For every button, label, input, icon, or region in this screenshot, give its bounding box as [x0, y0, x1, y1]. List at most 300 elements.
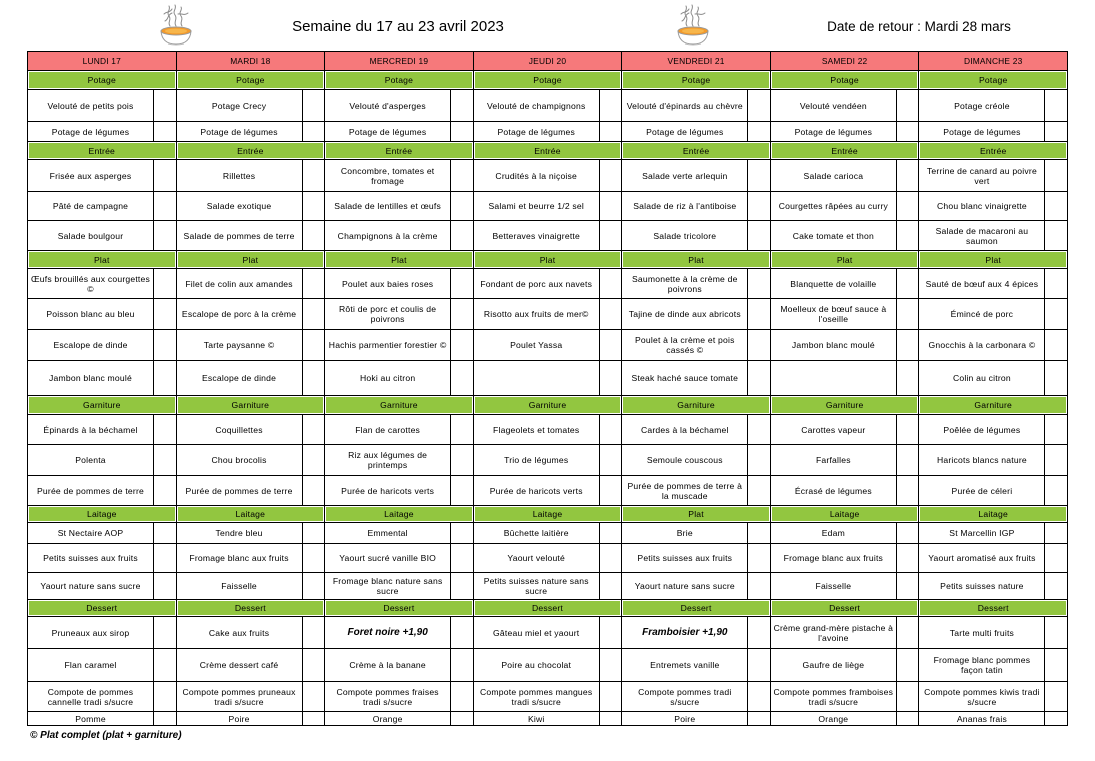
menu-item: Poulet à la crème et pois cassés © [622, 330, 748, 361]
menu-item: Tendre bleu [176, 523, 302, 544]
mark-box [154, 269, 177, 299]
menu-item: Framboisier +1,90 [622, 617, 748, 649]
mark-box [1045, 682, 1068, 712]
section-header: Potage [28, 71, 177, 90]
mark-box [896, 544, 919, 573]
mark-box [451, 649, 474, 682]
mark-box [896, 649, 919, 682]
mark-box [154, 361, 177, 396]
section-header: Garniture [770, 396, 919, 415]
menu-item: Potage de légumes [473, 122, 599, 142]
mark-box [599, 445, 622, 476]
menu-row [28, 476, 1068, 506]
section-header: Entrée [473, 142, 622, 160]
section-header: Laitage [919, 506, 1068, 523]
menu-row [28, 160, 1068, 192]
menu-row [28, 682, 1068, 712]
mark-box [599, 476, 622, 506]
menu-item: Salade de pommes de terre [176, 221, 302, 251]
menu-item: Crudités à la niçoise [473, 160, 599, 192]
menu-item: Potage de légumes [919, 122, 1045, 142]
menu-item: Poulet Yassa [473, 330, 599, 361]
menu-item: Émincé de porc [919, 299, 1045, 330]
menu-item: Cake tomate et thon [770, 221, 896, 251]
menu-item: Gâteau miel et yaourt [473, 617, 599, 649]
mark-box [896, 330, 919, 361]
mark-box [154, 476, 177, 506]
day-header: SAMEDI 22 [770, 52, 919, 71]
mark-box [748, 445, 771, 476]
menu-item: Bûchette laitière [473, 523, 599, 544]
menu-item: Yaourt velouté [473, 544, 599, 573]
section-header: Garniture [176, 396, 325, 415]
mark-box [896, 160, 919, 192]
menu-item: Salade carioca [770, 160, 896, 192]
menu-item: Épinards à la béchamel [28, 415, 154, 445]
soup-bowl-icon [675, 4, 711, 46]
section-header: Entrée [325, 142, 474, 160]
mark-box [1045, 221, 1068, 251]
mark-box [154, 160, 177, 192]
menu-row [28, 330, 1068, 361]
menu-item: Entremets vanille [622, 649, 748, 682]
menu-item: Faisselle [176, 573, 302, 600]
menu-item: Escalope de dinde [176, 361, 302, 396]
menu-item: Salade de macaroni au saumon [919, 221, 1045, 251]
menu-item: Coquillettes [176, 415, 302, 445]
mark-box [896, 617, 919, 649]
menu-item: Velouté d'épinards au chèvre [622, 90, 748, 122]
mark-box [1045, 445, 1068, 476]
menu-item: Potage de légumes [622, 122, 748, 142]
mark-box [896, 445, 919, 476]
menu-item: Betteraves vinaigrette [473, 221, 599, 251]
mark-box [302, 122, 325, 142]
menu-row [28, 544, 1068, 573]
menu-row [28, 221, 1068, 251]
section-header: Dessert [325, 600, 474, 617]
mark-box [748, 330, 771, 361]
menu-item: Steak haché sauce tomate [622, 361, 748, 396]
mark-box [896, 122, 919, 142]
mark-box [154, 682, 177, 712]
mark-box [1045, 330, 1068, 361]
menu-item: Velouté vendéen [770, 90, 896, 122]
mark-box [451, 221, 474, 251]
section-header: Garniture [325, 396, 474, 415]
mark-box [1045, 573, 1068, 600]
mark-box [599, 361, 622, 396]
menu-item: Blanquette de volaille [770, 269, 896, 299]
mark-box [896, 361, 919, 396]
menu-item: Emmental [325, 523, 451, 544]
menu-item: Kiwi [473, 712, 599, 726]
menu-item: Trio de légumes [473, 445, 599, 476]
mark-box [748, 649, 771, 682]
mark-box [302, 269, 325, 299]
mark-box [1045, 476, 1068, 506]
menu-item: Yaourt nature sans sucre [28, 573, 154, 600]
menu-item: St Nectaire AOP [28, 523, 154, 544]
menu-item: Yaourt aromatisé aux fruits [919, 544, 1045, 573]
section-header-row [28, 71, 1068, 90]
mark-box [451, 445, 474, 476]
mark-box [302, 445, 325, 476]
mark-box [896, 523, 919, 544]
menu-item: Poire [622, 712, 748, 726]
mark-box [599, 544, 622, 573]
mark-box [599, 221, 622, 251]
menu-row [28, 90, 1068, 122]
section-header: Dessert [28, 600, 177, 617]
menu-item: Brie [622, 523, 748, 544]
mark-box [1045, 160, 1068, 192]
mark-box [451, 192, 474, 221]
day-header: MARDI 18 [176, 52, 325, 71]
menu-item: Salade de lentilles et œufs [325, 192, 451, 221]
mark-box [748, 90, 771, 122]
mark-box [302, 712, 325, 726]
menu-item: Fromage blanc aux fruits [176, 544, 302, 573]
mark-box [1045, 544, 1068, 573]
section-header-row [28, 142, 1068, 160]
mark-box [599, 523, 622, 544]
menu-item: Potage de légumes [770, 122, 896, 142]
section-header: Potage [919, 71, 1068, 90]
mark-box [748, 544, 771, 573]
mark-box [748, 221, 771, 251]
menu-item: Pomme [28, 712, 154, 726]
menu-item: Risotto aux fruits de mer© [473, 299, 599, 330]
mark-box [599, 90, 622, 122]
section-header-row [28, 506, 1068, 523]
mark-box [154, 445, 177, 476]
mark-box [154, 192, 177, 221]
mark-box [748, 573, 771, 600]
mark-box [302, 192, 325, 221]
menu-row [28, 269, 1068, 299]
menu-item: Salade de riz à l'antiboise [622, 192, 748, 221]
section-header: Plat [473, 251, 622, 269]
menu-item: Compote pommes kiwis tradi s/sucre [919, 682, 1045, 712]
mark-box [748, 476, 771, 506]
mark-box [896, 299, 919, 330]
mark-box [154, 221, 177, 251]
mark-box [451, 544, 474, 573]
menu-item: Petits suisses aux fruits [622, 544, 748, 573]
menu-item: Tajine de dinde aux abricots [622, 299, 748, 330]
mark-box [599, 712, 622, 726]
section-header: Plat [325, 251, 474, 269]
mark-box [1045, 361, 1068, 396]
page-title: Semaine du 17 au 23 avril 2023 [292, 18, 504, 35]
mark-box [599, 192, 622, 221]
mark-box [451, 476, 474, 506]
section-header: Entrée [770, 142, 919, 160]
menu-item: Polenta [28, 445, 154, 476]
section-header: Laitage [473, 506, 622, 523]
menu-row [28, 649, 1068, 682]
menu-item: Poisson blanc au bleu [28, 299, 154, 330]
menu-item: Gnocchis à la carbonara © [919, 330, 1045, 361]
mark-box [1045, 90, 1068, 122]
section-header-row [28, 396, 1068, 415]
section-header: Entrée [28, 142, 177, 160]
mark-box [451, 573, 474, 600]
mark-box [154, 649, 177, 682]
menu-item: St Marcellin IGP [919, 523, 1045, 544]
mark-box [896, 415, 919, 445]
menu-item: Potage de légumes [325, 122, 451, 142]
mark-box [302, 330, 325, 361]
menu-item: Tarte paysanne © [176, 330, 302, 361]
mark-box [154, 712, 177, 726]
menu-item: Champignons à la crème [325, 221, 451, 251]
menu-item: Salade boulgour [28, 221, 154, 251]
section-header: Garniture [622, 396, 771, 415]
mark-box [748, 192, 771, 221]
menu-item: Gaufre de liège [770, 649, 896, 682]
section-header: Entrée [919, 142, 1068, 160]
menu-item: Compote pommes framboises tradi s/sucre [770, 682, 896, 712]
menu-item: Cake aux fruits [176, 617, 302, 649]
menu-item: Cardes à la béchamel [622, 415, 748, 445]
menu-row [28, 573, 1068, 600]
mark-box [451, 361, 474, 396]
section-header: Plat [176, 251, 325, 269]
menu-item: Compote pommes pruneaux tradi s/sucre [176, 682, 302, 712]
menu-item: Terrine de canard au poivre vert [919, 160, 1045, 192]
section-header: Potage [473, 71, 622, 90]
menu-item: Purée de pommes de terre à la muscade [622, 476, 748, 506]
menu-item: Haricots blancs nature [919, 445, 1045, 476]
mark-box [302, 573, 325, 600]
menu-row [28, 712, 1068, 726]
menu-item: Riz aux légumes de printemps [325, 445, 451, 476]
menu-item: Frisée aux asperges [28, 160, 154, 192]
menu-item: Orange [770, 712, 896, 726]
section-header: Laitage [28, 506, 177, 523]
mark-box [302, 221, 325, 251]
menu-item: Farfalles [770, 445, 896, 476]
menu-item: Poulet aux baies roses [325, 269, 451, 299]
menu-item: Purée de haricots verts [473, 476, 599, 506]
mark-box [748, 269, 771, 299]
section-header: Dessert [919, 600, 1068, 617]
menu-item [770, 361, 896, 396]
section-header-row [28, 600, 1068, 617]
mark-box [1045, 617, 1068, 649]
mark-box [896, 90, 919, 122]
menu-item: Hoki au citron [325, 361, 451, 396]
mark-box [896, 476, 919, 506]
section-header: Dessert [622, 600, 771, 617]
menu-item: Compote pommes fraises tradi s/sucre [325, 682, 451, 712]
return-date: Date de retour : Mardi 28 mars [827, 19, 1011, 34]
mark-box [302, 617, 325, 649]
menu-item: Petits suisses nature [919, 573, 1045, 600]
mark-box [451, 122, 474, 142]
mark-box [599, 160, 622, 192]
section-header: Dessert [473, 600, 622, 617]
menu-item: Orange [325, 712, 451, 726]
menu-item: Flan de carottes [325, 415, 451, 445]
mark-box [1045, 649, 1068, 682]
menu-item: Compote de pommes cannelle tradi s/sucre [28, 682, 154, 712]
menu-item: Colin au citron [919, 361, 1045, 396]
menu-item: Poêlée de légumes [919, 415, 1045, 445]
menu-item: Poire au chocolat [473, 649, 599, 682]
day-header: LUNDI 17 [28, 52, 177, 71]
mark-box [154, 90, 177, 122]
mark-box [599, 299, 622, 330]
menu-row [28, 299, 1068, 330]
mark-box [154, 122, 177, 142]
menu-item: Purée de céleri [919, 476, 1045, 506]
menu-row [28, 445, 1068, 476]
mark-box [154, 415, 177, 445]
mark-box [154, 523, 177, 544]
mark-box [451, 415, 474, 445]
menu-row [28, 415, 1068, 445]
mark-box [154, 544, 177, 573]
menu-item: Œufs brouillés aux courgettes © [28, 269, 154, 299]
mark-box [896, 221, 919, 251]
mark-box [599, 122, 622, 142]
menu-item: Petits suisses aux fruits [28, 544, 154, 573]
menu-item: Jambon blanc moulé [770, 330, 896, 361]
mark-box [451, 523, 474, 544]
mark-box [302, 544, 325, 573]
mark-box [599, 415, 622, 445]
menu-item: Sauté de bœuf aux 4 épices [919, 269, 1045, 299]
menu-item: Yaourt sucré vanille BIO [325, 544, 451, 573]
menu-item: Salade exotique [176, 192, 302, 221]
menu-item: Chou brocolis [176, 445, 302, 476]
mark-box [302, 682, 325, 712]
menu-item: Potage de légumes [176, 122, 302, 142]
menu-item: Chou blanc vinaigrette [919, 192, 1045, 221]
menu-item: Potage de légumes [28, 122, 154, 142]
menu-item: Crème dessert café [176, 649, 302, 682]
mark-box [302, 299, 325, 330]
mark-box [1045, 299, 1068, 330]
mark-box [154, 299, 177, 330]
section-header: Plat [622, 506, 771, 523]
section-header: Plat [622, 251, 771, 269]
section-header: Entrée [176, 142, 325, 160]
menu-row [28, 523, 1068, 544]
mark-box [451, 160, 474, 192]
menu-item: Flageolets et tomates [473, 415, 599, 445]
mark-box [451, 682, 474, 712]
menu-item: Salade tricolore [622, 221, 748, 251]
menu-item: Petits suisses nature sans sucre [473, 573, 599, 600]
mark-box [451, 299, 474, 330]
menu-item: Ananas frais [919, 712, 1045, 726]
menu-item: Potage créole [919, 90, 1045, 122]
menu-item: Crème grand-mère pistache à l'avoine [770, 617, 896, 649]
mark-box [1045, 523, 1068, 544]
mark-box [896, 573, 919, 600]
menu-item: Filet de colin aux amandes [176, 269, 302, 299]
menu-item: Fondant de porc aux navets [473, 269, 599, 299]
section-header: Potage [770, 71, 919, 90]
mark-box [451, 269, 474, 299]
mark-box [154, 330, 177, 361]
menu-item: Salami et beurre 1/2 sel [473, 192, 599, 221]
section-header: Garniture [473, 396, 622, 415]
menu-item: Pâté de campagne [28, 192, 154, 221]
mark-box [451, 617, 474, 649]
mark-box [154, 573, 177, 600]
section-header: Plat [770, 251, 919, 269]
menu-item: Poire [176, 712, 302, 726]
mark-box [154, 617, 177, 649]
mark-box [1045, 712, 1068, 726]
day-header-row [28, 52, 1068, 71]
mark-box [1045, 192, 1068, 221]
menu-item: Escalope de dinde [28, 330, 154, 361]
menu-item: Purée de pommes de terre [28, 476, 154, 506]
mark-box [599, 269, 622, 299]
menu-item: Escalope de porc à la crème [176, 299, 302, 330]
menu-item: Pruneaux aux sirop [28, 617, 154, 649]
menu-item: Crème à la banane [325, 649, 451, 682]
section-header: Dessert [176, 600, 325, 617]
mark-box [302, 476, 325, 506]
menu-item: Carottes vapeur [770, 415, 896, 445]
mark-box [302, 523, 325, 544]
menu-item: Tarte multi fruits [919, 617, 1045, 649]
mark-box [599, 617, 622, 649]
mark-box [896, 269, 919, 299]
menu-item: Fromage blanc nature sans sucre [325, 573, 451, 600]
mark-box [748, 361, 771, 396]
mark-box [451, 712, 474, 726]
menu-item: Purée de haricots verts [325, 476, 451, 506]
menu-item: Écrasé de légumes [770, 476, 896, 506]
section-header: Plat [919, 251, 1068, 269]
day-header: JEUDI 20 [473, 52, 622, 71]
menu-item: Velouté de champignons [473, 90, 599, 122]
mark-box [451, 330, 474, 361]
mark-box [302, 361, 325, 396]
section-header: Dessert [770, 600, 919, 617]
menu-item [473, 361, 599, 396]
mark-box [896, 712, 919, 726]
day-header: DIMANCHE 23 [919, 52, 1068, 71]
mark-box [748, 299, 771, 330]
section-header: Garniture [919, 396, 1068, 415]
menu-item: Edam [770, 523, 896, 544]
menu-item: Rillettes [176, 160, 302, 192]
menu-item: Hachis parmentier forestier © [325, 330, 451, 361]
section-header: Plat [28, 251, 177, 269]
menu-item: Salade verte arlequin [622, 160, 748, 192]
mark-box [599, 649, 622, 682]
menu-item: Moelleux de bœuf sauce à l'oseille [770, 299, 896, 330]
menu-item: Concombre, tomates et fromage [325, 160, 451, 192]
section-header-row [28, 251, 1068, 269]
mark-box [1045, 122, 1068, 142]
section-header: Potage [325, 71, 474, 90]
menu-item: Flan caramel [28, 649, 154, 682]
menu-item: Courgettes râpées au curry [770, 192, 896, 221]
mark-box [748, 523, 771, 544]
menu-body [28, 52, 1068, 726]
menu-row [28, 617, 1068, 649]
